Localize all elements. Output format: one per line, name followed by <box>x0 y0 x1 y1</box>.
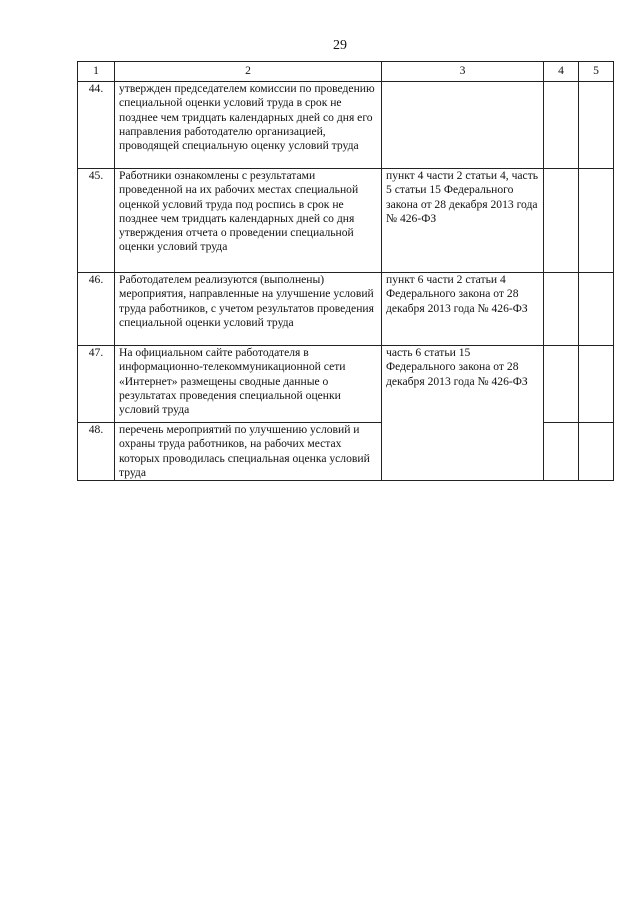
checklist-table <box>77 61 614 481</box>
check-cell-5 <box>579 82 614 169</box>
column-header-4: 4 <box>544 62 579 82</box>
row-number: 44. <box>78 82 115 169</box>
column-header-5: 5 <box>579 62 614 82</box>
reference-cell: пункт 4 части 2 статьи 4, часть 5 статьи 15 Федерального закона от 28 декабря 2013 года № 426-ФЗ <box>382 169 544 273</box>
reference-cell: часть 6 статьи 15 Федерального закона от 28 декабря 2013 года № 426-ФЗ <box>382 346 544 481</box>
row-number: 47. <box>78 346 115 423</box>
requirement-cell: На официальном сайте работодателя в информационно-телекоммуникационной сети «Интернет» размещены сводные данные о результатах проведения специальной оценки условий труда <box>115 346 382 423</box>
check-cell-5 <box>579 423 614 481</box>
table-row <box>78 82 614 169</box>
check-cell-4 <box>544 423 579 481</box>
requirement-cell: Работники ознакомлены с результатами проведенной на их рабочих местах специальной оценкой условий труда под роспись в срок не позднее чем тридцать календарных дней со дня утверждения отчета о проведении специальной оценки условий труда <box>115 169 382 273</box>
check-cell-4 <box>544 82 579 169</box>
row-number: 48. <box>78 423 115 481</box>
check-cell-5 <box>579 273 614 346</box>
column-header-3: 3 <box>382 62 544 82</box>
table-row <box>78 273 614 346</box>
table-header-row <box>78 62 614 82</box>
page-number: 29 <box>333 38 347 53</box>
requirement-cell: Работодателем реализуются (выполнены) мероприятия, направленные на улучшение условий труда работников, с учетом результатов проведения специальной оценки условий труда <box>115 273 382 346</box>
check-cell-4 <box>544 169 579 273</box>
check-cell-4 <box>544 346 579 423</box>
reference-cell: пункт 6 части 2 статьи 4 Федерального закона от 28 декабря 2013 года № 426-ФЗ <box>382 273 544 346</box>
row-number: 46. <box>78 273 115 346</box>
column-header-2: 2 <box>115 62 382 82</box>
check-cell-4 <box>544 273 579 346</box>
table-row <box>78 346 614 423</box>
requirement-cell: перечень мероприятий по улучшению условий и охраны труда работников, на рабочих местах которых проводилась специальная оценка условий труда <box>115 423 382 481</box>
column-header-1: 1 <box>78 62 115 82</box>
row-number: 45. <box>78 169 115 273</box>
table-row <box>78 169 614 273</box>
check-cell-5 <box>579 346 614 423</box>
check-cell-5 <box>579 169 614 273</box>
reference-cell <box>382 82 544 169</box>
requirement-cell: утвержден председателем комиссии по проведению специальной оценки условий труда в срок не позднее чем тридцать календарных дней со дня его направления работодателю организацией, проводящей специальную оценку условий труда <box>115 82 382 169</box>
